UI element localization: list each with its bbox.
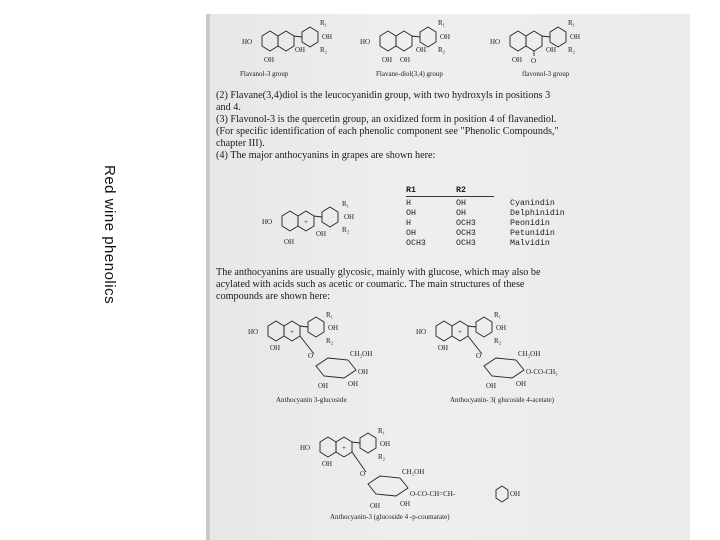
oh-label: OH [328,324,339,332]
svg-text:+: + [342,444,346,452]
table-row [406,199,565,209]
oh-label: OH [416,46,427,54]
cell-r2: OCH3 [456,219,476,228]
ho-label: HO [416,328,427,336]
slide-title: Red wine phenolics [101,165,118,305]
flavane-diol-structure [358,18,482,68]
cell-name: Cyanindin [510,199,555,208]
r1-label: R₁ [326,311,334,319]
anthocyanin-acetate-structure [412,310,622,392]
oh-label: OH [322,460,333,468]
table-row [406,239,565,249]
cell-r1: H [406,219,411,228]
ho-label: HO [300,444,311,452]
scanned-page [206,14,690,540]
r1-label: R₁ [342,200,350,208]
ch2oh-label: CH₂OH [402,468,425,476]
caption-flavane-diol: Flavane-diol(3,4) group [376,70,443,78]
paragraph-glycosides [216,267,541,303]
cell-r1: H [406,199,411,208]
oh-label: OH [295,46,306,54]
oh-label: OH [270,344,281,352]
r2-label: R₂ [326,337,334,345]
r2-label: R₂ [320,46,328,54]
oh-label: OH [510,490,521,498]
cell-name: Malvidin [510,239,550,248]
table-header [406,186,565,196]
cell-r2: OH [456,209,466,218]
svg-text:+: + [304,218,308,226]
oh-label: OH [370,502,381,510]
oh-label: OH [516,380,527,388]
text-line: (For specific identification of each phenolic component see "Phenolic Compounds," [216,126,559,137]
oh-label: OH [486,382,497,390]
oh-label: OH [546,46,557,54]
text-line: (3) Flavonol-3 is the quercetin group, an oxidized form in position 4 of flavanediol. [216,114,557,125]
text-line: The anthocyanins are usually glycosic, mainly with glucose, which may also be [216,267,541,278]
cell-name: Delphinidin [510,209,565,218]
ho-label: HO [262,218,273,226]
anthocyanin-coumarate-structure [296,426,556,510]
table-row [406,209,565,219]
oh-label: OH [318,382,329,390]
oh-label: OH [570,33,581,41]
ho-label: HO [242,38,253,46]
table-rule [406,196,494,197]
o-label: O [476,352,482,360]
caption-flavanol: Flavanol-3 group [240,70,289,78]
oh-label: OH [264,56,275,64]
text-line: chapter III). [216,138,265,149]
r2-label: R₂ [494,337,502,345]
r1-label: R₁ [568,19,576,27]
paragraph-groups [216,90,559,162]
r1-label: R₁ [378,427,386,435]
text-line: compounds are shown here: [216,291,331,302]
o-label: O [531,57,537,65]
text-line: (2) Flavane(3,4)diol is the leucocyanidin group, with two hydroxyls in positions 3 [216,90,551,101]
ch2oh-label: CH₂OH [518,350,541,358]
o-label: O [360,470,366,478]
r1-label: R₁ [494,311,502,319]
acetate-group: O-CO-CH₃ [526,368,558,376]
cell-r1: OH [406,229,416,238]
page-sheet [210,14,690,540]
svg-text:+: + [458,328,462,336]
ho-label: HO [360,38,371,46]
anthocyanin-structure [260,196,380,254]
coumarate-group: O-CO-CH=CH- [410,490,456,498]
oh-label: OH [496,324,507,332]
caption-flavonol: flavonol-3 group [522,70,570,78]
text-line: acylated with acids such as acetic or coumaric. The main structures of these [216,279,525,290]
oh-label: OH [316,230,327,238]
cell-r1: OH [406,209,416,218]
oh-label: OH [322,33,333,41]
oh-label: OH [400,500,411,508]
cell-r2: OCH3 [456,229,476,238]
table-row [406,219,565,229]
svg-text:+: + [290,328,294,336]
r2-label: R₂ [438,46,446,54]
flavonol-3-structure [488,18,612,68]
ch2oh-label: CH₂OH [350,350,373,358]
flavanol-3-structure [240,18,360,68]
ho-label: HO [490,38,501,46]
oh-label: OH [400,56,411,64]
ho-label: HO [248,328,259,336]
cell-r2: OH [456,199,466,208]
cell-name: Petunidin [510,229,555,238]
col-header-r1: R1 [406,186,416,195]
col-header-r2: R2 [456,186,466,195]
cell-name: Peonidin [510,219,550,228]
oh-label: OH [344,213,355,221]
table-row [406,229,565,239]
r1-label: R₁ [438,19,446,27]
caption-anthocyanin-coumarate: Anthocyanin-3 (glucoside 4 -p-coumarate) [330,513,450,521]
cell-r1: OCH3 [406,239,426,248]
r2-label: R₂ [342,226,350,234]
r2-label: R₂ [378,453,386,461]
oh-label: OH [348,380,359,388]
text-line: and 4. [216,102,241,113]
o-label: O [308,352,314,360]
r2-label: R₂ [568,46,576,54]
oh-label: OH [440,33,451,41]
oh-label: OH [284,238,295,246]
cell-r2: OCH3 [456,239,476,248]
anthocyanin-glucoside-structure [244,310,394,392]
oh-label: OH [382,56,393,64]
oh-label: OH [358,368,369,376]
oh-label: OH [380,440,391,448]
caption-anthocyanin-acetate: Anthocyanin- 3( glucoside 4-acetate) [450,396,554,404]
oh-label: OH [512,56,523,64]
oh-label: OH [438,344,449,352]
text-line: (4) The major anthocyanins in grapes are shown here: [216,150,436,161]
caption-anthocyanin-glucoside: Anthocyanin 3-glucoside [276,396,347,404]
r1-label: R₁ [320,19,328,27]
